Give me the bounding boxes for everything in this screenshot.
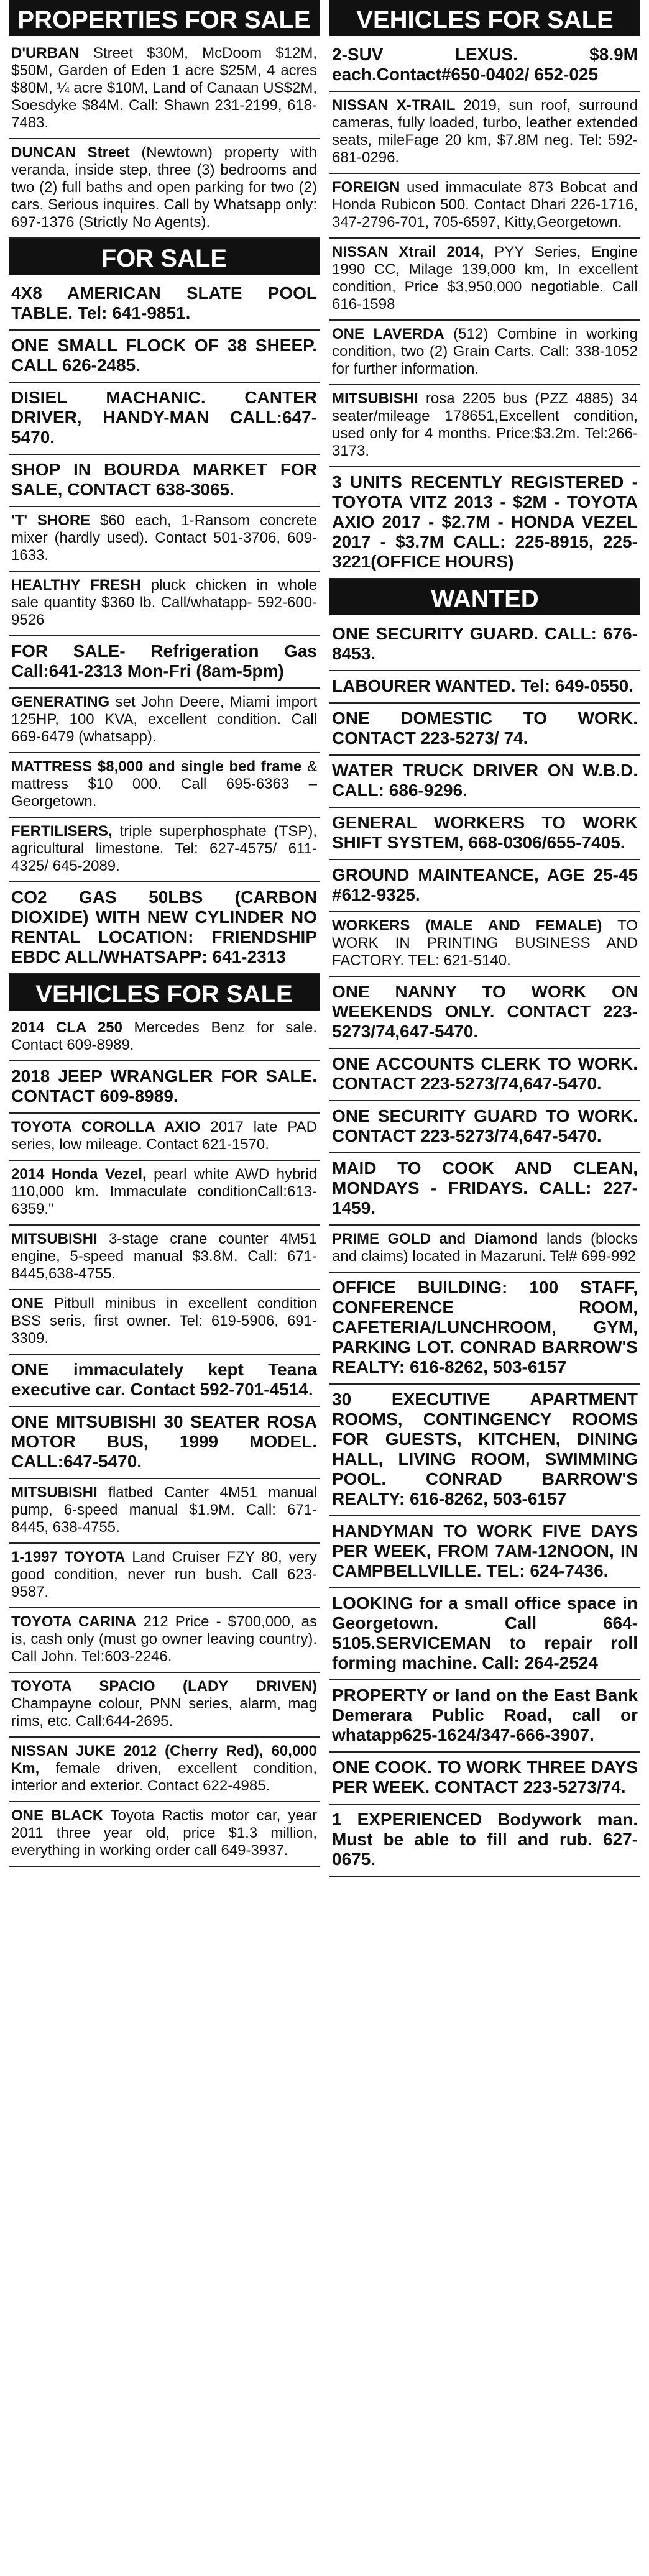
ad-body-text: 3-stage crane counter 4M51 engine, 5-speed manual $3.8M. Call: 671-8445,638-4755. (11, 1231, 317, 1282)
ad-body-text: 212 Price - $700,000, as is, cash only (must go owner leaving country). Call John. Tel:603-2246. (11, 1613, 318, 1665)
ad-lead-text: 30 EXECUTIVE APARTMENT ROOMS, CONTINGENCY ROOMS FOR GUESTS, KITCHEN, DINING HALL, LIVING ROOM, SWIMMING POOL. CONRAD BARROW'S REALTY: 616-8262, 503-6157 (332, 1390, 638, 1508)
classified-ad (329, 1049, 640, 1101)
ad-lead-text: ONE SECURITY GUARD. CALL: 676-8453. (332, 624, 638, 663)
section-header-vehicles-right: VEHICLES FOR SALE (329, 0, 640, 36)
classified-ad (329, 1588, 640, 1680)
classified-ad (9, 572, 320, 636)
classified-ad (329, 1753, 640, 1805)
classified-ad (9, 1407, 320, 1479)
classified-ad (329, 1385, 640, 1516)
ad-lead-text: D'URBAN (11, 45, 80, 62)
classified-ad (9, 331, 320, 383)
ad-lead-text: OFFICE BUILDING: 100 STAFF, CONFERENCE ROOM, CAFETERIA/LUNCHROOM, GYM, PARKING LOT. CONRAD BARROW'S REALTY: 616-8262, 503-6157 (332, 1278, 638, 1377)
ad-lead-text: MITSUBISHI (11, 1231, 98, 1247)
ad-lead-text: 4X8 AMERICAN SLATE POOL TABLE. Tel: 641-9851. (11, 283, 317, 323)
ad-lead-text: MAID TO COOK AND CLEAN, MONDAYS - FRIDAYS. CALL: 227-1459. (332, 1158, 638, 1217)
classified-ad (9, 1738, 320, 1802)
ad-lead-text: WORKERS (MALE AND FEMALE) (332, 917, 602, 934)
classified-ad (9, 1114, 320, 1161)
ad-body-text: (512) Combine in working condition, two (2) Grain Carts. Call: 338-1052 for further information. (332, 326, 638, 377)
classified-ad (329, 467, 640, 579)
section-header-properties: PROPERTIES FOR SALE (9, 0, 320, 36)
classified-ad (9, 40, 320, 139)
ad-lead-text: DUNCAN Street (11, 144, 130, 161)
section-header-vehicles-left: VEHICLES FOR SALE (9, 974, 320, 1011)
ad-body-text: 2019, sun roof, surround cameras, fully loaded, turbo, leather extended seats, mileFage 20 km, $7.8M neg. Tel: 592-681-0296. (332, 97, 638, 166)
ad-lead-text: NISSAN Xtrail 2014, (332, 244, 484, 260)
classified-ad (9, 278, 320, 331)
ad-lead-text: ONE BLACK (11, 1807, 104, 1824)
classified-ad (329, 239, 640, 321)
classified-ad (9, 1161, 320, 1226)
classified-ad (9, 1479, 320, 1544)
classified-ad (329, 977, 640, 1049)
classified-ad (329, 808, 640, 860)
ad-lead-text: NISSAN JUKE 2012 (Cherry Red), 60,000 Km, (11, 1743, 317, 1777)
ad-lead-text: 2018 JEEP WRANGLER FOR SALE. CONTACT 609-8989. (11, 1066, 317, 1106)
ad-lead-text: 2014 CLA 250 (11, 1019, 122, 1036)
classified-ad (329, 1226, 640, 1273)
ad-body-text: (Newtown) property with veranda, inside step, three (3) bedrooms and two (2) full baths and open parking for two (2) cars. Serious inquires. Call by Whatsapp only: 697-1376 (Strictly No Agents). (11, 144, 318, 231)
classified-ad (329, 1273, 640, 1385)
ad-body-text: used immaculate 873 Bobcat and Honda Rubicon 500. Contact Dhari 226-1716, 347-2796-701, 705-6597, Kitty,Georgetown. (332, 179, 638, 231)
classified-ad (329, 1101, 640, 1153)
ad-body-text: pearl white AWD hybrid 110,000 km. Immaculate conditionCall:613-6359." (11, 1166, 317, 1217)
ad-lead-text: 1-1997 TOYOTA (11, 1549, 126, 1565)
classified-ad (9, 1014, 320, 1061)
ad-lead-text: DISIEL MACHANIC. CANTER DRIVER, HANDY-MAN CALL:647-5470. (11, 388, 317, 447)
ad-lead-text: 1 EXPERIENCED Bodywork man. Must be able to fill and rub. 627-0675. (332, 1810, 638, 1869)
ad-lead-text: WATER TRUCK DRIVER ON W.B.D. CALL: 686-9296. (332, 761, 638, 800)
ad-lead-text: ONE MITSUBISHI 30 SEATER ROSA MOTOR BUS, 1999 MODEL. CALL:647-5470. (11, 1412, 317, 1471)
ad-body-text: 2017 late PAD series, low mileage. Contact 621-1570. (11, 1119, 317, 1153)
classified-ad (9, 1544, 320, 1608)
ad-lead-text: LABOURER WANTED. Tel: 649-0550. (332, 676, 633, 695)
ad-body-text: flatbed Canter 4M51 manual pump, 6-speed manual $1.9M. Call: 671-8445, 638-4755. (11, 1484, 317, 1536)
wanted-list (329, 619, 640, 1877)
ad-lead-text: TOYOTA COROLLA AXIO (11, 1119, 201, 1135)
ad-lead-text: PROPERTY or land on the East Bank Demerara Public Road, call or whatapp625-1624/347-666-3907. (332, 1685, 638, 1744)
ad-body-text: $60 each, 1-Ransom concrete mixer (hardly used). Contact 501-3706, 609-1633. (11, 512, 317, 564)
section-header-wanted: WANTED (329, 579, 640, 615)
ad-lead-text: MATTRESS $8,000 and single bed frame (11, 758, 302, 775)
ad-lead-text: TOYOTA SPACIO (LADY DRIVEN) (11, 1678, 317, 1695)
ad-lead-text: SHOP IN BOURDA MARKET FOR SALE, CONTACT 638-3065. (11, 460, 317, 499)
ad-lead-text: ONE COOK. TO WORK THREE DAYS PER WEEK. CONTACT 223-5273/74. (332, 1758, 638, 1797)
ad-lead-text: GROUND MAINTEANCE, AGE 25-45 #612-9325. (332, 865, 638, 904)
ad-lead-text: TOYOTA CARINA (11, 1613, 137, 1630)
ad-lead-text: HANDYMAN TO WORK FIVE DAYS PER WEEK, FROM 7AM-12NOON, IN CAMPBELLVILLE. TEL: 624-7436. (332, 1521, 638, 1580)
classified-ad (9, 383, 320, 455)
classified-ad (9, 1290, 320, 1355)
classified-ad (329, 619, 640, 671)
classified-ad (9, 689, 320, 753)
ad-body-text: Street $30M, McDoom $12M, $50M, Garden of Eden 1 acre $25M, 4 acres $80M, ¼ acre $10M, Land of Canaan US$2M, Soesdyke $84M. Call: Shawn 231-2199, 618-7483. (11, 45, 317, 131)
ad-body-text: Toyota Ractis motor car, year 2011 three year old, price $1.3 million, everything in working order call 649-3937. (11, 1807, 318, 1859)
ad-lead-text: HEALTHY FRESH (11, 577, 141, 594)
ad-lead-text: PRIME GOLD and Diamond (332, 1231, 538, 1247)
classified-ad (329, 1805, 640, 1877)
classified-ad (9, 455, 320, 507)
ad-lead-text: GENERAL WORKERS TO WORK SHIFT SYSTEM, 668-0306/655-7405. (332, 813, 638, 852)
ad-lead-text: MITSUBISHI (11, 1484, 98, 1501)
classified-ad (9, 1802, 320, 1867)
classified-ad (329, 1680, 640, 1753)
classified-ad (9, 882, 320, 974)
section-header-for-sale: FOR SALE (9, 239, 320, 275)
ad-lead-text: FERTILISERS, (11, 823, 113, 840)
ad-lead-text: CO2 GAS 50LBS (CARBON DIOXIDE) WITH NEW CYLINDER NO RENTAL LOCATION: FRIENDSHIP EBDC ALL/WHATSAPP: 641-2313 (11, 887, 317, 966)
ad-lead-text: LOOKING for a small office space in Georgetown. Call 664-5105.SERVICEMAN to repair roll forming machine. Call: 264-2524 (332, 1593, 638, 1672)
ad-body-text: Land Cruiser FZY 80, very good condition, never run bush. Call 623-9587. (11, 1549, 317, 1600)
properties-list (9, 40, 320, 239)
classified-ad (329, 174, 640, 239)
ad-body-text: Champayne colour, PNN series, alarm, mag rims, etc. Call:644-2695. (11, 1695, 317, 1730)
ad-lead-text: GENERATING (11, 694, 110, 710)
ad-lead-text: 'T' SHORE (11, 512, 91, 529)
ad-lead-text: ONE SMALL FLOCK OF 38 SHEEP. CALL 626-2485. (11, 336, 317, 375)
for-sale-list (9, 278, 320, 974)
classified-ad (329, 92, 640, 174)
classified-ad (329, 671, 640, 704)
ad-lead-text: MITSUBISHI (332, 390, 418, 407)
classified-ad (9, 139, 320, 239)
classified-ad (9, 818, 320, 882)
vehicles-list-left (9, 1014, 320, 1867)
classified-ad (329, 1153, 640, 1226)
ad-lead-text: ONE immaculately kept Teana executive car. Contact 592-701-4514. (11, 1360, 317, 1399)
ad-lead-text: 2014 Honda Vezel, (11, 1166, 147, 1183)
classified-ad (9, 753, 320, 818)
right-column (329, 0, 640, 2576)
ad-lead-text: ONE DOMESTIC TO WORK. CONTACT 223-5273/ 74. (332, 708, 638, 748)
ad-lead-text: ONE LAVERDA (332, 326, 444, 342)
classified-ad (9, 636, 320, 689)
classified-ad (9, 1608, 320, 1673)
ad-body-text: set John Deere, Miami import 125HP, 100 KVA, excellent condition. Call 669-6479 (whatsapp). (11, 694, 317, 745)
ad-lead-text: FOR SALE- Refrigeration Gas Call:641-2313 Mon-Fri (8am-5pm) (11, 641, 317, 681)
ad-body-text: female driven, excellent condition, interior and exterior. Contact 622-4985. (11, 1760, 317, 1794)
ad-body-text: lands (blocks and claims) located in Mazaruni. Tel# 699-992 (332, 1231, 638, 1265)
ad-body-text: pluck chicken in whole sale quantity $360 lb. Call/whatapp- 592-600-9526 (11, 577, 317, 628)
classified-ad (9, 1061, 320, 1114)
classified-ad (329, 860, 640, 912)
ad-lead-text: ONE ACCOUNTS CLERK TO WORK. CONTACT 223-5273/74,647-5470. (332, 1054, 638, 1093)
ad-body-text: triple superphosphate (TSP), agricultural limestone. Tel: 627-4575/ 611-4325/ 645-2089. (11, 823, 317, 874)
ad-body-text: PYY Series, Engine 1990 CC, Milage 139,000 km, In excellent condition, Price $3,950,000 negotiable. Call 616-1598 (332, 244, 638, 313)
classified-ad (329, 912, 640, 977)
ad-body-text: rosa 2205 bus (PZZ 4885) 34 seater/mileage 178651,Excellent condition, used only for 4 months. Price:$3.2m. Tel:266-3173. (332, 390, 638, 459)
classified-ad (329, 40, 640, 92)
classified-ad (329, 704, 640, 756)
classified-ad (9, 1355, 320, 1407)
classified-ad (329, 385, 640, 467)
classified-ad (329, 321, 640, 385)
classified-ad (329, 1516, 640, 1588)
vehicles-list-right (329, 40, 640, 579)
ad-lead-text: NISSAN X-TRAIL (332, 97, 456, 114)
ad-body-text: Mercedes Benz for sale. Contact 609-8989. (11, 1019, 317, 1053)
ad-lead-text: ONE SECURITY GUARD TO WORK. CONTACT 223-5273/74,647-5470. (332, 1106, 638, 1145)
ad-body-text: TO WORK IN PRINTING BUSINESS AND FACTORY. TEL: 621-5140. (332, 917, 638, 969)
classified-ad (9, 1226, 320, 1290)
ad-body-text: & mattress $10 000. Call 695-6363 – Georgetown. (11, 758, 317, 810)
left-column (9, 0, 320, 2576)
classified-ad (9, 507, 320, 572)
classified-ad (329, 756, 640, 808)
ad-lead-text: 3 UNITS RECENTLY REGISTERED - TOYOTA VITZ 2013 - $2M - TOYOTA AXIO 2017 - $2.7M - HONDA VEZEL 2017 - $3.7M CALL: 225-8915, 225-3221(OFFICE HOURS) (332, 472, 638, 571)
ad-lead-text: FOREIGN (332, 179, 400, 196)
ad-lead-text: ONE (11, 1295, 44, 1312)
ad-lead-text: 2-SUV LEXUS. $8.9M each.Contact#650-0402/ 652-025 (332, 45, 638, 84)
ad-body-text: Pitbull minibus in excellent condition BSS seris, first owner. Tel: 619-5906, 691-3309. (11, 1295, 317, 1347)
ad-lead-text: ONE NANNY TO WORK ON WEEKENDS ONLY. CONTACT 223-5273/74,647-5470. (332, 982, 638, 1041)
classified-ad (9, 1673, 320, 1738)
